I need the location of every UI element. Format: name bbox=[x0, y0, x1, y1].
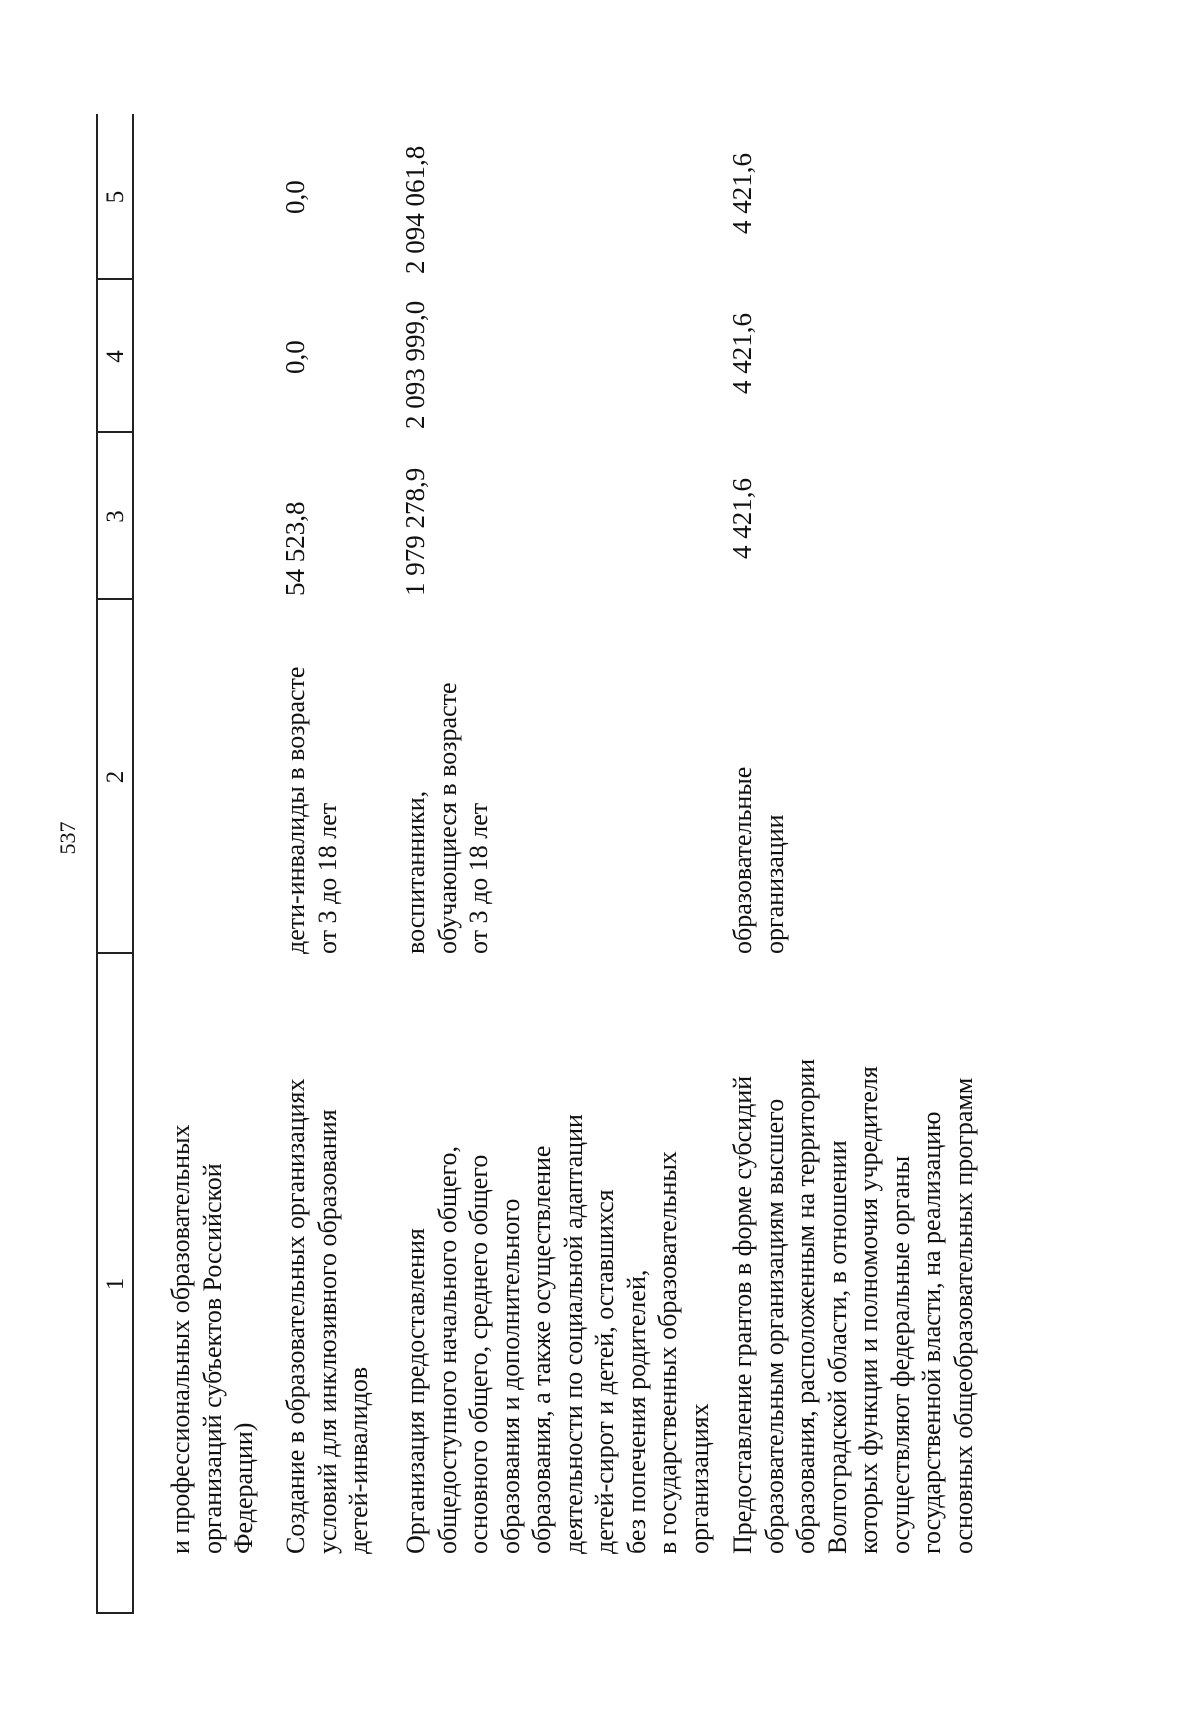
table-row-1-col4: 0,0 bbox=[280, 340, 310, 374]
table-row-1-col5: 0,0 bbox=[280, 180, 310, 214]
table-row-1-col2: дети-инвалиды в возрасте от 3 до 18 лет bbox=[281, 666, 342, 954]
table-top-border bbox=[96, 114, 98, 1614]
table-row-0-col1: и профессиональных образовательных организаций субъектов Российской Федерации) bbox=[166, 1124, 258, 1554]
table-row-3-col1: Предоставление грантов в форме субсидий образовательным организациям высшего образования, расположенным на территории Волгоградской области, в отношении которых функции и полномочия учредителя осуществляют федеральные органы государственной власти, на реализацию основных общеобразовательных программ bbox=[728, 1058, 978, 1554]
column-header-3: 3 bbox=[102, 510, 129, 523]
table-row-3-col2: образовательные организации bbox=[728, 766, 789, 954]
table-row-2-col5: 2 094 061,8 bbox=[400, 145, 430, 274]
table-row-3-col5: 4 421,6 bbox=[727, 153, 757, 234]
column-header-4: 4 bbox=[102, 350, 129, 363]
table-row-3-col4: 4 421,6 bbox=[727, 313, 757, 394]
table-row-2-col2: воспитанники, обучающиеся в возрасте от 3 до 18 лет bbox=[401, 682, 493, 954]
rotated-table bbox=[0, 145, 1100, 1714]
table-row-2-col1: Организация предоставления общедоступного начального общего, основного общего, среднего общего образования и дополнительного образования, а также осуществление деятельности по социальной адаптации детей-сирот и детей, оставшихся без попечения родителей, в государственных образовательных организациях bbox=[401, 1114, 714, 1554]
table-row-1-col3: 54 523,8 bbox=[280, 501, 310, 596]
header-bottom-border bbox=[132, 114, 134, 1614]
column-header-5: 5 bbox=[102, 190, 129, 204]
table-row-2-col3: 1 979 278,9 bbox=[400, 467, 430, 596]
table-row-1-col1: Создание в образовательных организациях условий для инклюзивного образования детей-инвалидов bbox=[281, 1078, 373, 1554]
column-header-1: 1 bbox=[102, 1277, 129, 1291]
table-row-2-col4: 2 093 999,0 bbox=[400, 300, 430, 429]
page-number: 537 bbox=[55, 821, 80, 855]
table-row-3-col3: 4 421,6 bbox=[727, 478, 757, 559]
column-header-2: 2 bbox=[102, 770, 129, 784]
